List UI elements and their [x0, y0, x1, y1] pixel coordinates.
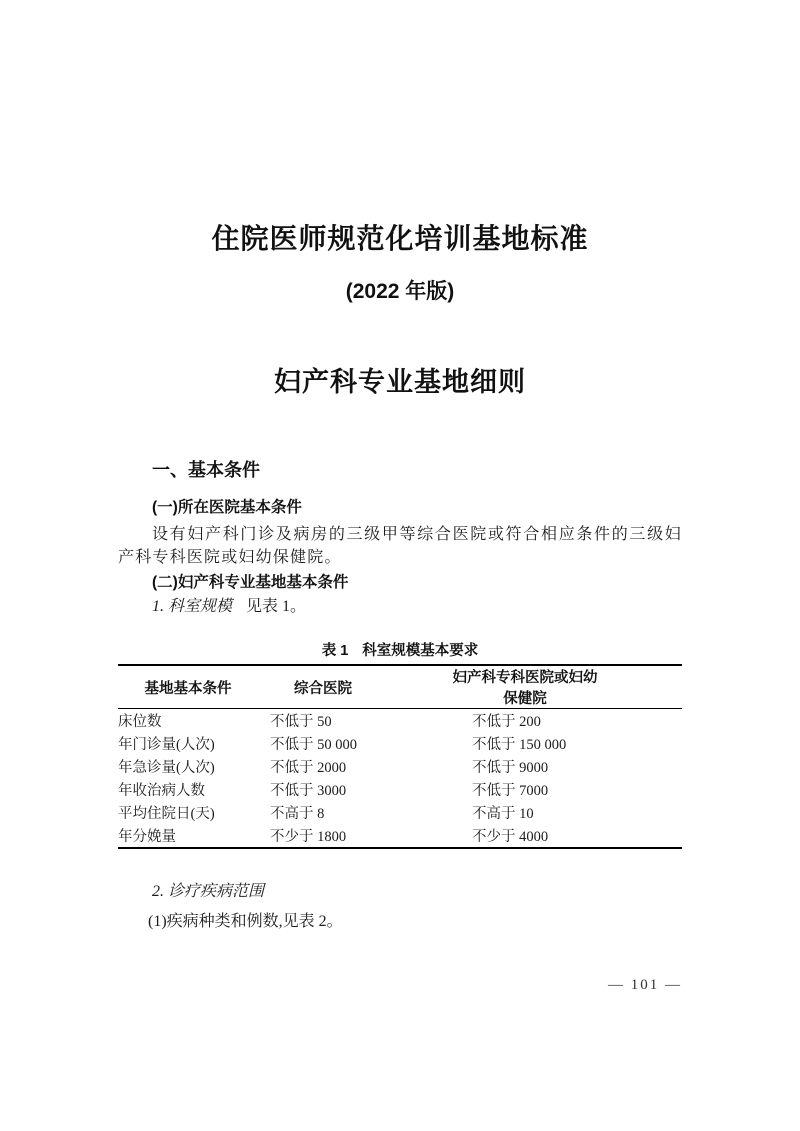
- table-cell: 不低于 3000: [270, 783, 347, 799]
- table1-department-scale: [118, 664, 682, 849]
- table1-header-general-hospital: 综合医院: [294, 680, 352, 697]
- subsection-heading-base: (二)妇产科专业基地基本条件: [152, 574, 349, 591]
- item-label: 2. 诊疗疾病范围: [152, 883, 265, 900]
- table-cell: 床位数: [118, 714, 162, 730]
- document-title: 住院医师规范化培训基地标准: [211, 224, 589, 255]
- table-cell: 不高于 10: [472, 806, 534, 822]
- item-disease-scope: [118, 881, 682, 903]
- table1-header-row: [118, 665, 682, 709]
- table-cell: 不低于 200: [472, 714, 541, 730]
- table1-header-specialty-hospital: 妇产科专科医院或妇幼保健院: [452, 670, 598, 707]
- specialty-title: 妇产科专业基地细则: [274, 367, 526, 397]
- table1-caption-text: 科室规模基本要求: [362, 643, 479, 659]
- table-row: [118, 732, 682, 755]
- table-cell: 不低于 2000: [270, 760, 347, 776]
- table-cell: 年门诊量(人次): [118, 737, 215, 753]
- table-row: [118, 824, 682, 848]
- table-cell: 年收治病人数: [118, 783, 205, 799]
- table-cell: 不少于 4000: [472, 829, 549, 845]
- subsection-heading-hospital: (一)所在医院基本条件: [152, 499, 302, 516]
- table-reference: 见表 1。: [246, 598, 307, 615]
- table-cell: 不少于 1800: [270, 829, 347, 845]
- table-cell: 年急诊量(人次): [118, 760, 215, 776]
- page-number: — 101 —: [608, 977, 682, 993]
- section-heading-basic-conditions: 一、基本条件: [152, 460, 260, 480]
- table-row: [118, 801, 682, 824]
- table-cell: 年分娩量: [118, 829, 176, 845]
- table1-caption-label: 表 1: [321, 643, 349, 659]
- disease-types-line: (1)疾病种类和例数,见表 2。: [148, 913, 343, 930]
- item-department-scale: [118, 596, 682, 618]
- hospital-requirements-text: 设有妇产科门诊及病房的三级甲等综合医院或符合相应条件的三级妇产科专科医院或妇幼保健院。: [118, 526, 682, 566]
- item-label: 1. 科室规模: [152, 598, 233, 615]
- table-cell: 不高于 8: [270, 806, 325, 822]
- table-row: [118, 755, 682, 778]
- table-cell: 不低于 50: [270, 714, 332, 730]
- document-edition: (2022 年版): [345, 280, 455, 303]
- table-cell: 不低于 150 000: [472, 737, 567, 753]
- table1-header-condition: 基地基本条件: [144, 680, 232, 697]
- table-cell: 平均住院日(天): [118, 806, 215, 822]
- table-cell: 不低于 7000: [472, 783, 549, 799]
- table1-body: [118, 709, 682, 849]
- table1-caption: [118, 640, 682, 662]
- table-row: [118, 778, 682, 801]
- table-cell: 不低于 50 000: [270, 737, 357, 753]
- table-cell: 不低于 9000: [472, 760, 549, 776]
- table-row: [118, 709, 682, 733]
